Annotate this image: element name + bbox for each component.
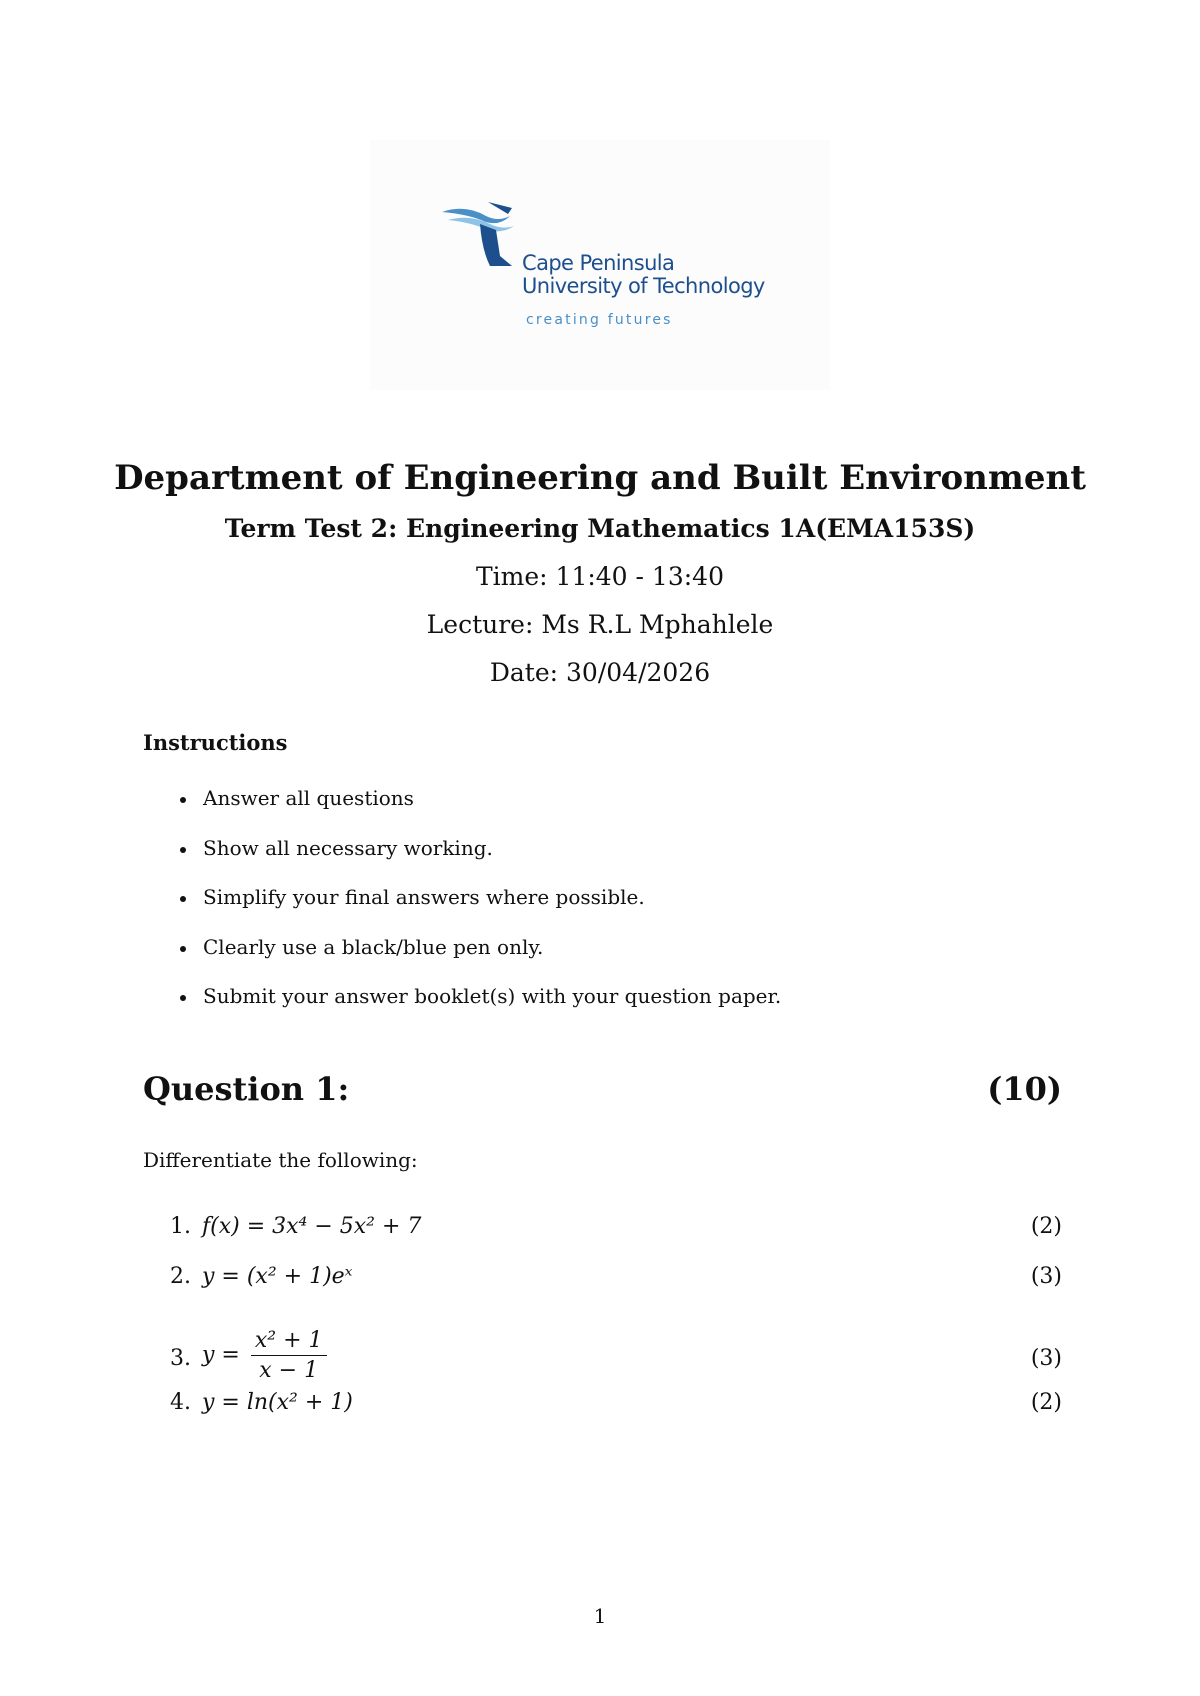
- item-marks: (3): [1030, 1264, 1062, 1289]
- exam-time: Time: 11:40 - 13:40: [476, 562, 724, 591]
- question-intro: Differentiate the following:: [143, 1148, 418, 1172]
- instruction-text: Show all necessary working.: [203, 835, 493, 860]
- logo-name-line1: Cape Peninsula: [522, 251, 675, 275]
- item-expression: y = ln(x² + 1): [202, 1390, 353, 1415]
- university-logo: [370, 140, 830, 390]
- item-number: 1.: [170, 1214, 191, 1239]
- instruction-item: [178, 786, 781, 836]
- item-expression: f(x) = 3x⁴ − 5x² + 7: [202, 1214, 422, 1239]
- instruction-item: [178, 836, 781, 886]
- item-marks: (2): [1030, 1390, 1062, 1415]
- fraction-numerator: x² + 1: [251, 1328, 327, 1356]
- instruction-item: [178, 984, 781, 1034]
- instruction-text: Answer all questions: [203, 786, 414, 810]
- instruction-item: [178, 935, 781, 985]
- item-marks: (3): [1030, 1346, 1062, 1371]
- bullet-icon: [180, 946, 186, 952]
- bullet-icon: [180, 896, 186, 902]
- fraction: [251, 1328, 327, 1383]
- instruction-text: Simplify your final answers where possible.: [203, 885, 645, 909]
- item-marks: (2): [1030, 1214, 1062, 1239]
- instruction-item: [178, 885, 781, 935]
- exam-date: Date: 30/04/2026: [489, 658, 711, 687]
- test-title: Term Test 2: Engineering Mathematics 1A(EMA153S): [224, 514, 976, 543]
- item-number: 3.: [170, 1346, 191, 1371]
- logo-tagline: creating futures: [526, 312, 673, 328]
- department-title: Department of Engineering and Built Environment: [114, 458, 1086, 498]
- bullet-icon: [180, 995, 186, 1001]
- question-heading: Question 1:: [143, 1070, 350, 1108]
- item-expression: y = (x² + 1)eˣ: [202, 1264, 353, 1289]
- lecturer-name: Lecture: Ms R.L Mphahlele: [426, 610, 774, 639]
- page-number: 1: [593, 1604, 607, 1628]
- expression-lhs: y =: [202, 1342, 240, 1368]
- logo-wordmark: [522, 252, 765, 298]
- question-total-marks: (10): [987, 1070, 1062, 1108]
- instruction-text: Clearly use a black/blue pen only.: [203, 934, 544, 959]
- bullet-icon: [180, 797, 186, 803]
- bullet-icon: [180, 847, 186, 853]
- logo-name-line2: University of Technology: [522, 274, 765, 298]
- instruction-text: Submit your answer booklet(s) with your question paper.: [203, 984, 782, 1008]
- instructions-heading: Instructions: [143, 730, 288, 755]
- item-number: 4.: [170, 1390, 191, 1415]
- item-number: 2.: [170, 1264, 191, 1289]
- fraction-denominator: x − 1: [259, 1358, 319, 1383]
- cput-emblem-icon: [440, 200, 530, 280]
- instructions-list: [178, 786, 781, 1034]
- item-expression: [202, 1328, 327, 1383]
